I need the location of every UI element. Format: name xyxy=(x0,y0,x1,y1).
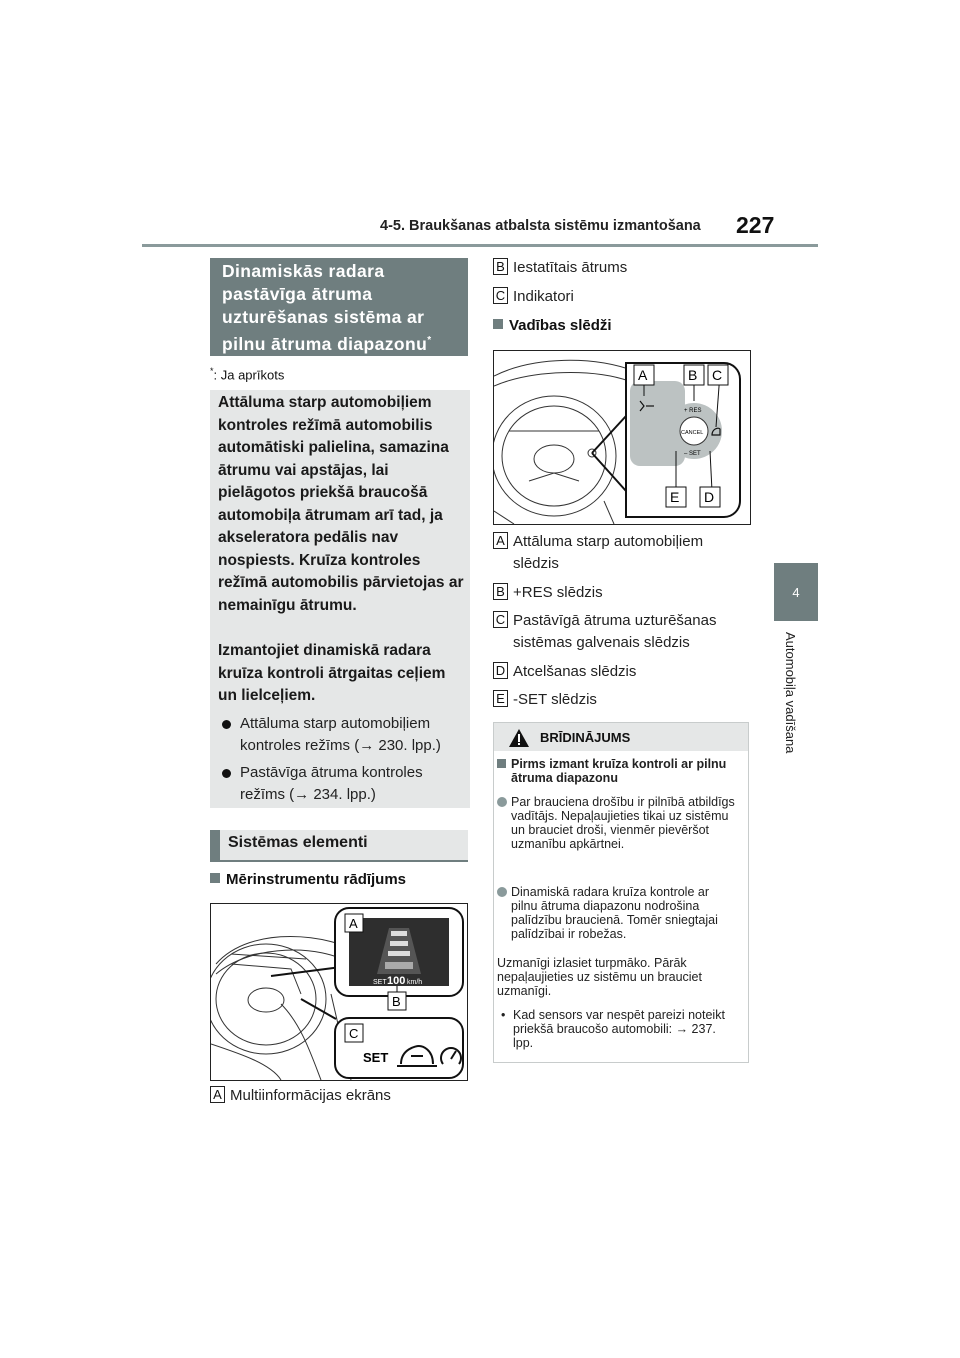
square-bullet-icon xyxy=(497,759,506,768)
warning-triangle-icon xyxy=(508,728,530,748)
callout-e: E xyxy=(670,489,680,505)
dashboard-illustration xyxy=(211,904,467,1080)
callout-c: C xyxy=(349,1026,359,1041)
warning-point: Dinamiskā radara kruīza kontrole ar pilnu ātruma diapazonu nodrošina palīdzību braucienā. Tomēr sniegtajai palīdzībai ir robežas. xyxy=(497,885,737,949)
set-label: SET xyxy=(373,979,387,986)
callout-a: A xyxy=(638,367,648,383)
instrument-display-figure xyxy=(210,903,468,1081)
figure-legend-item: C Pastāvīgā ātruma uzturēšanas sistēmas galvenais slēdzis xyxy=(493,610,749,656)
header-rule xyxy=(142,244,818,247)
switches-subheading: Vadības slēdži xyxy=(493,317,612,334)
warning-heading: Pirms izmant kruīza kontroli ar pilnu ātruma diapazonu xyxy=(497,757,737,789)
page-number: 227 xyxy=(736,212,775,238)
callout-b: B xyxy=(392,994,401,1009)
bullet-icon xyxy=(222,769,231,778)
res-label: + RES xyxy=(684,408,702,414)
figure-legend-item: A Attāluma starp automobiļiem slēdzis xyxy=(493,531,749,577)
warning-paragraph: Uzmanīgi izlasiet turpmāko. Pārāk nepaļaujieties uz sistēmu un brauciet uzmanīgi. xyxy=(497,956,702,998)
dot-marker: • xyxy=(501,1008,506,1022)
footnote: *: Ja aprīkots xyxy=(210,366,285,383)
figure-legend-item: B Iestatītais ātrums xyxy=(493,257,749,281)
callout-d: D xyxy=(704,489,715,505)
figure-legend-item: B +RES slēdzis xyxy=(493,582,749,606)
running-header: 4-5. Braukšanas atbalsta sistēmu izmantošana xyxy=(380,218,701,234)
chapter-tab: 4 xyxy=(774,563,818,621)
steering-wheel-illustration xyxy=(494,351,750,524)
heading-rule xyxy=(210,860,468,862)
callout-c: C xyxy=(712,367,723,383)
warning-point: Par brauciena drošību ir pilnībā atbildīgs vadītājs. Nepaļaujieties tikai uz sistēmu un brauciet droši, vienmēr pievēršot uzmanību apkārtnei. xyxy=(497,795,737,879)
set-indicator-text: SET xyxy=(363,1050,389,1065)
warning-title: BRĪDINĀJUMS xyxy=(540,730,631,745)
figure-legend-item: D Atcelšanas slēdzis xyxy=(493,661,749,685)
figure-legend-item: A Multiinformācijas ekrāns xyxy=(210,1085,466,1109)
bullet-icon xyxy=(497,887,507,897)
bullet-icon xyxy=(222,720,231,729)
system-components-heading: Sistēmas elementi xyxy=(210,830,468,860)
mode-bullet: Pastāvīga ātruma kontroles režīms (→ 234. lpp.) xyxy=(222,762,470,810)
mode-bullet: Attāluma starp automobiļiem kontroles režīms (→ 230. lpp.) xyxy=(222,713,470,761)
callout-a: A xyxy=(349,916,358,931)
instruments-subheading: Mērinstrumentu rādījums xyxy=(210,871,406,888)
square-bullet-icon xyxy=(210,873,220,883)
figure-legend-item: C Indikatori xyxy=(493,286,749,310)
warning-sub-item: • Kad sensors var nespēt pareizi noteikt priekšā braucošo automobili: → 237. lpp. xyxy=(501,1008,725,1050)
set-speed-value: 100 xyxy=(387,975,406,987)
usage-paragraph: Izmantojiet dinamiskā radara kruīza kontroli ātrgaitas ceļiem un lielceļiem. xyxy=(218,642,446,704)
intro-paragraph: Attāluma starp automobiļiem kontroles režīmā automobilis automātiski palielina, samazina ātrumu vai apstājas, lai pielāgotos priekšā braucošā automobiļa ātrumam arī tad, ja akseleratora pedālis nav nospiests. Kruīza kontroles režīmā automobilis pārvietojas ar nemainīgu ātrumu. xyxy=(218,394,464,614)
chapter-label: Automobiļa vadīšana xyxy=(783,632,798,754)
bullet-icon xyxy=(497,797,507,807)
set-switch-label: – SET xyxy=(684,451,701,457)
square-bullet-icon xyxy=(493,319,503,329)
section-title: Dinamiskās radara pastāvīga ātruma uzturēšanas sistēma ar pilnu ātruma diapazonu* xyxy=(210,258,468,356)
speed-unit: km/h xyxy=(407,979,423,986)
cancel-label: CANCEL xyxy=(681,430,704,436)
control-switches-figure xyxy=(493,350,751,525)
callout-b: B xyxy=(688,367,698,383)
figure-legend-item: E -SET slēdzis xyxy=(493,689,749,713)
